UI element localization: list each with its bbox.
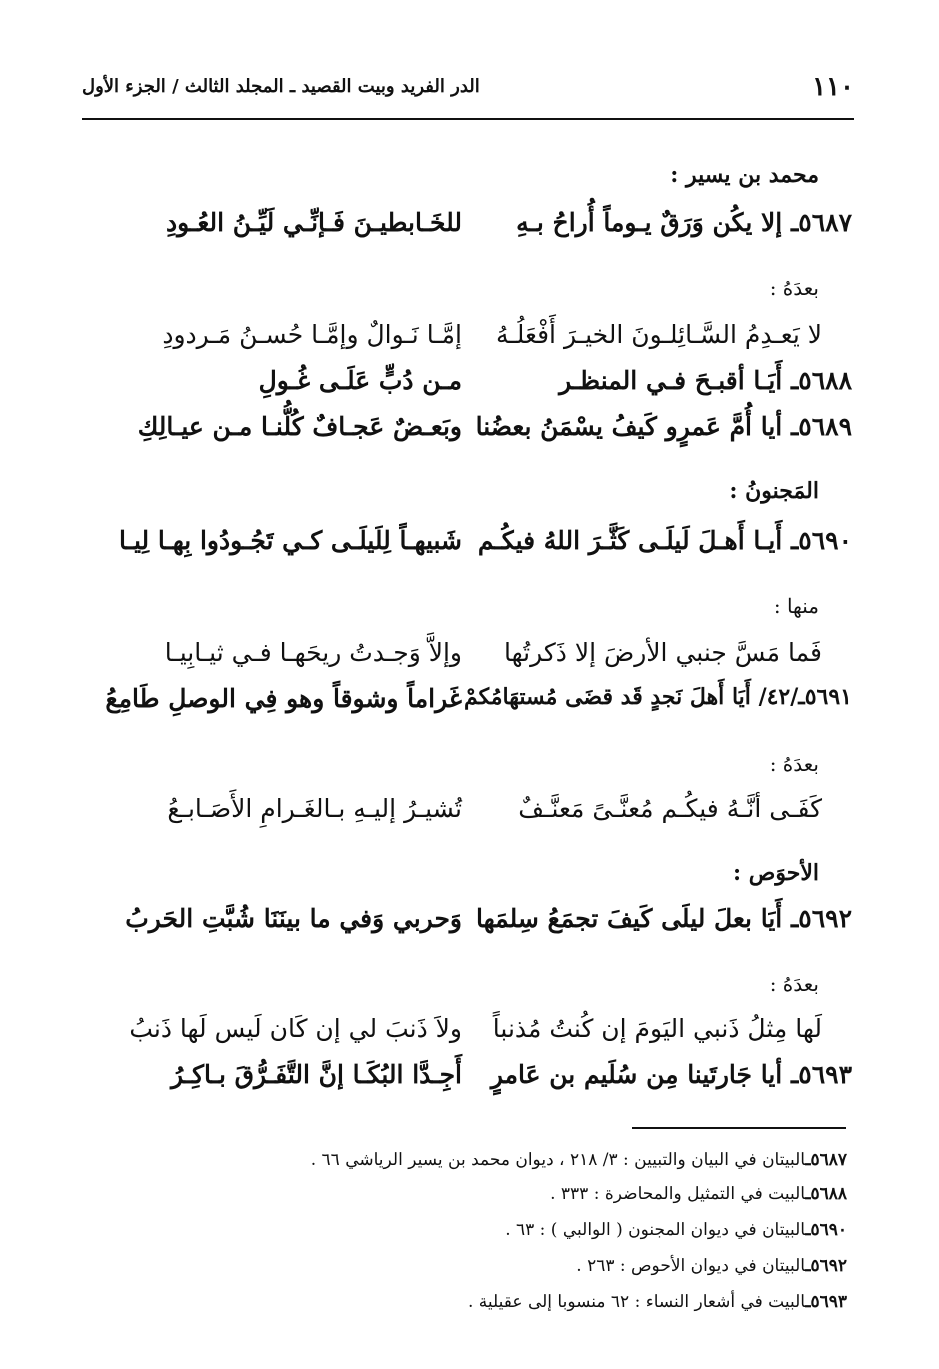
verse-first-hemistich: فَما مَسَّ جنبي الأرضَ إلا ذَكرتُها <box>503 638 822 667</box>
verse-continuation <box>100 320 852 364</box>
header-rule <box>82 118 854 120</box>
page-number: ١١٠ <box>812 72 854 102</box>
verse-number: ٥٦٩٣ـ <box>790 1060 852 1089</box>
verse-second-hemistich: وَحربي وَفي ما بينَنَا شُبَّتِ الحَربُ <box>125 904 462 933</box>
footnote: ٥٦٩٠ـالبيتان في ديوان المجنون ( الوالبي ) : ٦٣ . <box>505 1220 847 1240</box>
footnote-number: ٥٦٩٣ـ <box>805 1292 847 1312</box>
poet-name: محمد بن يسير : <box>670 162 819 188</box>
verse-continuation <box>100 638 852 682</box>
verse-number: ٥٦٩١ـ/٤٢/ <box>758 684 852 710</box>
verse-number: ٥٦٨٨ـ <box>790 366 852 395</box>
verse-number: ٥٦٩٠ـ <box>790 526 852 555</box>
poet-name: المَجنونُ : <box>729 478 819 504</box>
verse-number: ٥٦٩٢ـ <box>790 904 852 933</box>
poet-name: الأحوَص : <box>732 860 819 886</box>
page-header <box>82 72 854 108</box>
verse-second-hemistich: إمَّـا نَـوالٌ وإمَّـا حُسـنُ مَـردودِ <box>162 320 462 349</box>
verse-first-hemistich: لَها مِثلُ ذَنبي اليَومَ إن كُنتُ مُذنباً <box>492 1014 822 1043</box>
verse-first-hemistich: ٥٦٨٩ـ أيا أُمَّ عَمرٍو كَيفُ يسْمَنُ بعضُنا <box>475 412 852 441</box>
footnote-number: ٥٦٨٧ـ <box>805 1150 847 1170</box>
verse-second-hemistich: غَراماً وشوقاً وهو فِي الوصلِ طَامِعُ <box>105 684 462 713</box>
verse-second-hemistich: تُشيـرُ إليـهِ بـالغَـرامِ الأَصَـابـعُ <box>167 794 462 823</box>
verse-second-hemistich: شَبيهـاً لِلَيلَـى كـي تَجُـودُوا بِهـا لِيـا <box>119 526 462 555</box>
verse-number: ٥٦٨٩ـ <box>790 412 852 441</box>
verse-second-hemistich: للخَـابطيـنَ فَـإنِّـي لَيِّـنُ العُـودِ <box>166 208 462 237</box>
verse-first-hemistich: ٥٦٩٠ـ أَيـا أَهـلَ لَيلَـى كَثَّـرَ اللهُ فيكُـم <box>477 526 852 555</box>
verse-first-hemistich: ٥٦٩٢ـ أَيَا بعلَ ليلَى كَيفَ تجمَعُ سِلمَها <box>475 904 852 933</box>
verse-continuation <box>100 794 852 838</box>
footnote: ٥٦٨٧ـالبيتان في البيان والتبيين : ٣/ ٢١٨ ، ديوان محمد بن يسير الرياشي ٦٦ . <box>310 1150 847 1170</box>
section-label: منها : <box>773 594 819 618</box>
verse-second-hemistich: وإلاَّ وَجـدتُ ريحَهـا فـي ثيـابِيـا <box>164 638 462 667</box>
verse-number: ٥٦٨٧ـ <box>790 208 852 237</box>
verse-5688 <box>100 366 852 410</box>
verse-first-hemistich: ٥٦٨٧ـ إلا يكُن وَرَقٌ يـوماً أُراحُ بـهِ <box>516 208 852 237</box>
verse-first-hemistich: ٥٦٩١ـ/٤٢/ أَيَا أَهلَ نَجدٍ قَد قضَى مُستهَامُكمْ <box>463 684 852 710</box>
footnote: ٥٦٩٣ـالبيت في أشعار النساء : ٦٢ منسوبا إلى عقيلية . <box>467 1292 847 1312</box>
verse-5687 <box>100 208 852 252</box>
verse-first-hemistich: ٥٦٩٣ـ أيا جَارتَينا مِن سُلَيم بن عَامرٍ <box>490 1060 852 1089</box>
running-title: الدر الفريد وبيت القصيد ـ المجلد الثالث / الجزء الأول <box>82 76 480 97</box>
verse-5690 <box>100 526 852 570</box>
verse-second-hemistich: ولاَ ذَنبَ لي إن كَان لَيس لَها ذَنبُ <box>129 1014 462 1043</box>
verse-continuation <box>100 1014 852 1058</box>
verse-first-hemistich: كَفَـى أنَّـهُ فيكُـم مُعنَّـىً مَعنَّـفٌ <box>518 794 822 823</box>
verse-second-hemistich: أَجِـدَّا البُكَـا إنَّ التَّفَـرُّقَ بـاكِـرُ <box>171 1060 462 1089</box>
footnote-number: ٥٦٩٢ـ <box>805 1256 847 1276</box>
section-label: بعدَهُ : <box>769 752 819 776</box>
section-label: بعدَهُ : <box>769 972 819 996</box>
verse-5693 <box>100 1060 852 1104</box>
verse-5692 <box>100 904 852 948</box>
section-label: بعدَهُ : <box>769 276 819 300</box>
footnote-number: ٥٦٩٠ـ <box>805 1220 847 1240</box>
footnote-rule <box>632 1127 846 1129</box>
verse-second-hemistich: وبَعـضٌ عَجـافٌ كُلُّنـا مـن عيـالِكِ <box>137 412 462 441</box>
verse-first-hemistich: لا يَعـدِمُ السَّـائِلـونَ الخيـرَ أَفْعَلُـهُ <box>496 320 822 349</box>
verse-5691 <box>100 684 852 728</box>
footnote: ٥٦٩٢ـالبيتان في ديوان الأحوص : ٢٦٣ . <box>576 1256 847 1276</box>
footnote-number: ٥٦٨٨ـ <box>805 1184 847 1204</box>
footnote: ٥٦٨٨ـالبيت في التمثيل والمحاضرة : ٣٣٣ . <box>550 1184 847 1204</box>
verse-5689 <box>100 412 852 456</box>
verse-second-hemistich: مـن دُبٍّ عَلَـى غُـولِ <box>258 366 462 395</box>
verse-first-hemistich: ٥٦٨٨ـ أَيَـا أقبـحَ فـي المنظـر <box>559 366 852 395</box>
